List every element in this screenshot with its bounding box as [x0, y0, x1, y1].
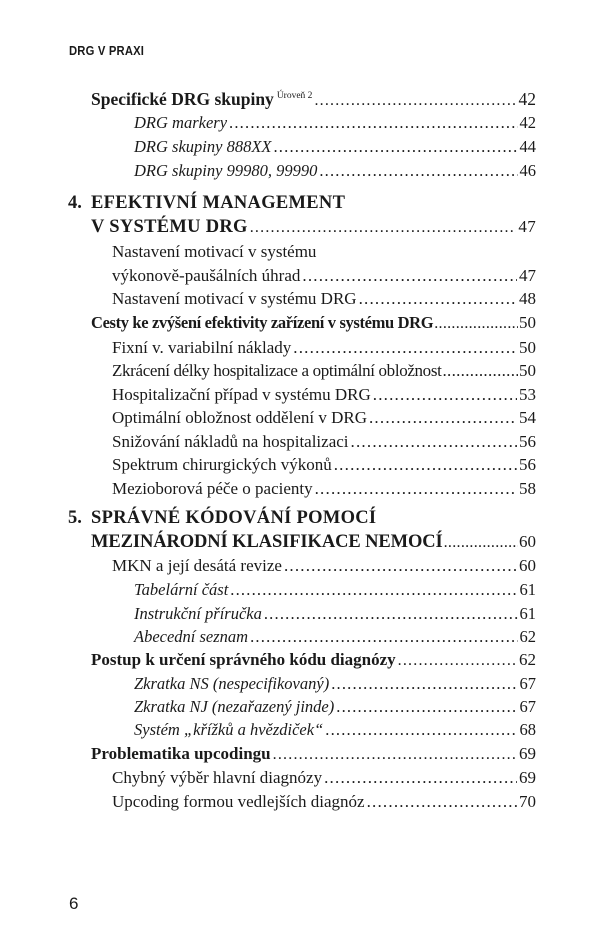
toc-entry[interactable] — [112, 266, 536, 286]
toc-page-number: 44 — [519, 137, 536, 156]
toc-page-number: 61 — [519, 580, 536, 599]
toc-page-number: 50 — [519, 361, 536, 380]
toc-page-number: 60 — [519, 556, 536, 575]
toc-entry-title: MEZINÁRODNÍ KLASIFIKACE NEMOCÍ — [91, 532, 443, 552]
toc-entry[interactable] — [112, 289, 536, 309]
toc-entry[interactable] — [112, 479, 536, 499]
toc-entry[interactable] — [112, 385, 536, 405]
leader-dots — [250, 219, 517, 237]
chapter-number: 4. — [68, 193, 82, 213]
toc-entry-title-line[interactable]: Nastavení motivací v systému — [112, 242, 317, 261]
toc-entry-title: Fixní v. variabilní náklady — [112, 338, 292, 357]
toc-entry-title: Postup k určení správného kódu diagnózy — [91, 650, 396, 669]
toc-entry-title: výkonově-paušálních úhrad — [112, 266, 301, 285]
leader-dots — [442, 361, 518, 381]
toc-entry-title: Mezioborová péče o pacienty — [112, 479, 313, 498]
leader-dots — [398, 652, 517, 670]
toc-page-number: 47 — [518, 217, 536, 236]
toc-page-number: 42 — [518, 89, 536, 109]
toc-entry[interactable] — [112, 432, 536, 452]
toc-page-number: 69 — [519, 768, 536, 787]
toc-page-number: 60 — [519, 532, 536, 551]
leader-dots — [293, 338, 517, 358]
toc-page-number: 50 — [519, 313, 536, 332]
leader-dots — [314, 92, 516, 110]
toc-entry-title: V SYSTÉMU DRG — [91, 217, 248, 237]
toc-entry[interactable] — [134, 697, 536, 717]
toc-entry-title: Systém „křížků a hvězdiček“ — [134, 720, 324, 739]
chapter-number: 5. — [68, 508, 82, 528]
toc-page-number: 58 — [519, 479, 536, 498]
toc-entry[interactable] — [112, 792, 536, 812]
toc-entry-title: Zkrácení délky hospitalizace a optimální obložnost — [112, 361, 442, 380]
toc-page-number: 61 — [519, 604, 536, 623]
leader-dots — [319, 161, 517, 181]
leader-dots — [444, 534, 518, 552]
leader-dots — [367, 792, 517, 812]
toc-chapter-entry[interactable] — [91, 532, 536, 553]
toc-entry-title: Instrukční příručka — [134, 604, 262, 623]
chapter-title-line[interactable]: SPRÁVNÉ KÓDOVÁNÍ POMOCÍ — [91, 508, 377, 528]
chapter-title-line[interactable]: EFEKTIVNÍ MANAGEMENT — [91, 193, 346, 213]
leader-dots — [359, 289, 517, 309]
toc-page-number: 54 — [519, 408, 536, 427]
toc-entry-title: Tabelární část — [134, 580, 229, 599]
toc-page-number: 69 — [519, 744, 536, 763]
toc-page-number: 62 — [519, 627, 536, 646]
leader-dots — [334, 455, 517, 475]
toc-entry-title: DRG markery — [134, 113, 228, 132]
toc-entry[interactable] — [112, 768, 536, 788]
toc-page-number: 67 — [519, 674, 536, 693]
leader-dots — [230, 580, 517, 600]
toc-page-number: 53 — [519, 385, 536, 404]
toc-entry[interactable] — [91, 650, 536, 670]
toc-entry-title: DRG skupiny 888XX — [134, 137, 272, 156]
toc-entry-title: Zkratka NJ (nezařazený jinde) — [134, 697, 335, 716]
toc-entry[interactable] — [112, 408, 536, 428]
toc-entry-title: Zkratka NS (nespecifikovaný) — [134, 674, 330, 693]
page-number: 6 — [69, 894, 79, 913]
toc-page-number: 50 — [519, 338, 536, 357]
toc-page-number: 56 — [519, 432, 536, 451]
leader-dots — [369, 408, 517, 428]
leader-dots — [351, 432, 517, 452]
leader-dots — [273, 746, 517, 764]
toc-page-number: 62 — [519, 650, 536, 669]
running-head: DRG V PRAXI — [69, 44, 145, 58]
toc-entry-title: Chybný výběr hlavní diagnózy — [112, 768, 323, 787]
toc-entry-title: Snižování nákladů na hospitalizaci — [112, 432, 349, 451]
toc-entry-title: Problematika upcodingu — [91, 744, 271, 763]
leader-dots — [336, 697, 517, 717]
leader-dots — [324, 768, 517, 788]
leader-dots — [284, 556, 517, 576]
toc-entry[interactable] — [112, 338, 536, 358]
toc-page-number: 70 — [519, 792, 536, 811]
toc-page-number: 56 — [519, 455, 536, 474]
toc-page-number: 48 — [519, 289, 536, 308]
toc-page-number: 42 — [519, 113, 536, 132]
leader-dots — [315, 479, 517, 499]
leader-dots — [331, 674, 517, 694]
leader-dots — [273, 137, 517, 157]
toc-entry[interactable] — [91, 313, 536, 333]
leader-dots — [373, 385, 517, 405]
leader-dots — [302, 266, 517, 286]
leader-dots — [229, 113, 517, 133]
toc-entry[interactable] — [134, 161, 536, 181]
toc-entry-title: Spektrum chirurgických výkonů — [112, 455, 332, 474]
toc-entry[interactable] — [91, 744, 536, 764]
toc-entry-title: Nastavení motivací v systému DRG — [112, 289, 357, 308]
toc-entry-title: Abecední seznam — [134, 627, 249, 646]
toc-entry-title: Upcoding formou vedlejších diagnóz — [112, 792, 365, 811]
level-marker: Úroveň 2 — [276, 91, 313, 101]
toc-entry[interactable] — [91, 89, 536, 110]
toc-page-number: 46 — [519, 161, 536, 180]
toc-entry[interactable] — [134, 580, 536, 600]
toc-page-number: 67 — [519, 697, 536, 716]
toc-entry[interactable] — [134, 674, 536, 694]
toc-entry[interactable] — [112, 361, 536, 381]
toc-entry-title: Cesty ke zvýšení efektivity zařízení v systému DRG — [91, 313, 434, 332]
leader-dots — [434, 315, 518, 333]
toc-entry-title: MKN a její desátá revize — [112, 556, 282, 575]
toc-entry[interactable] — [134, 113, 536, 133]
toc-entry-title: Hospitalizační případ v systému DRG — [112, 385, 371, 404]
toc-entry[interactable] — [134, 604, 536, 624]
toc-entry[interactable] — [134, 720, 536, 740]
toc-entry[interactable] — [112, 556, 536, 576]
toc-entry[interactable] — [134, 627, 536, 647]
toc-chapter-entry[interactable] — [91, 217, 536, 238]
toc-entry[interactable] — [134, 137, 536, 157]
leader-dots — [264, 604, 518, 624]
leader-dots — [250, 627, 517, 647]
toc-entry-title: Specifické DRG skupiny $^{Úroveň 2}$ — [91, 89, 313, 109]
toc-entry[interactable] — [112, 455, 536, 475]
toc-page-number: 47 — [519, 266, 536, 285]
toc-page-number: 68 — [519, 720, 536, 739]
leader-dots — [325, 720, 517, 740]
toc-entry-title: Optimální obložnost oddělení v DRG — [112, 408, 367, 427]
toc-entry-title: DRG skupiny 99980, 99990 — [134, 161, 318, 180]
